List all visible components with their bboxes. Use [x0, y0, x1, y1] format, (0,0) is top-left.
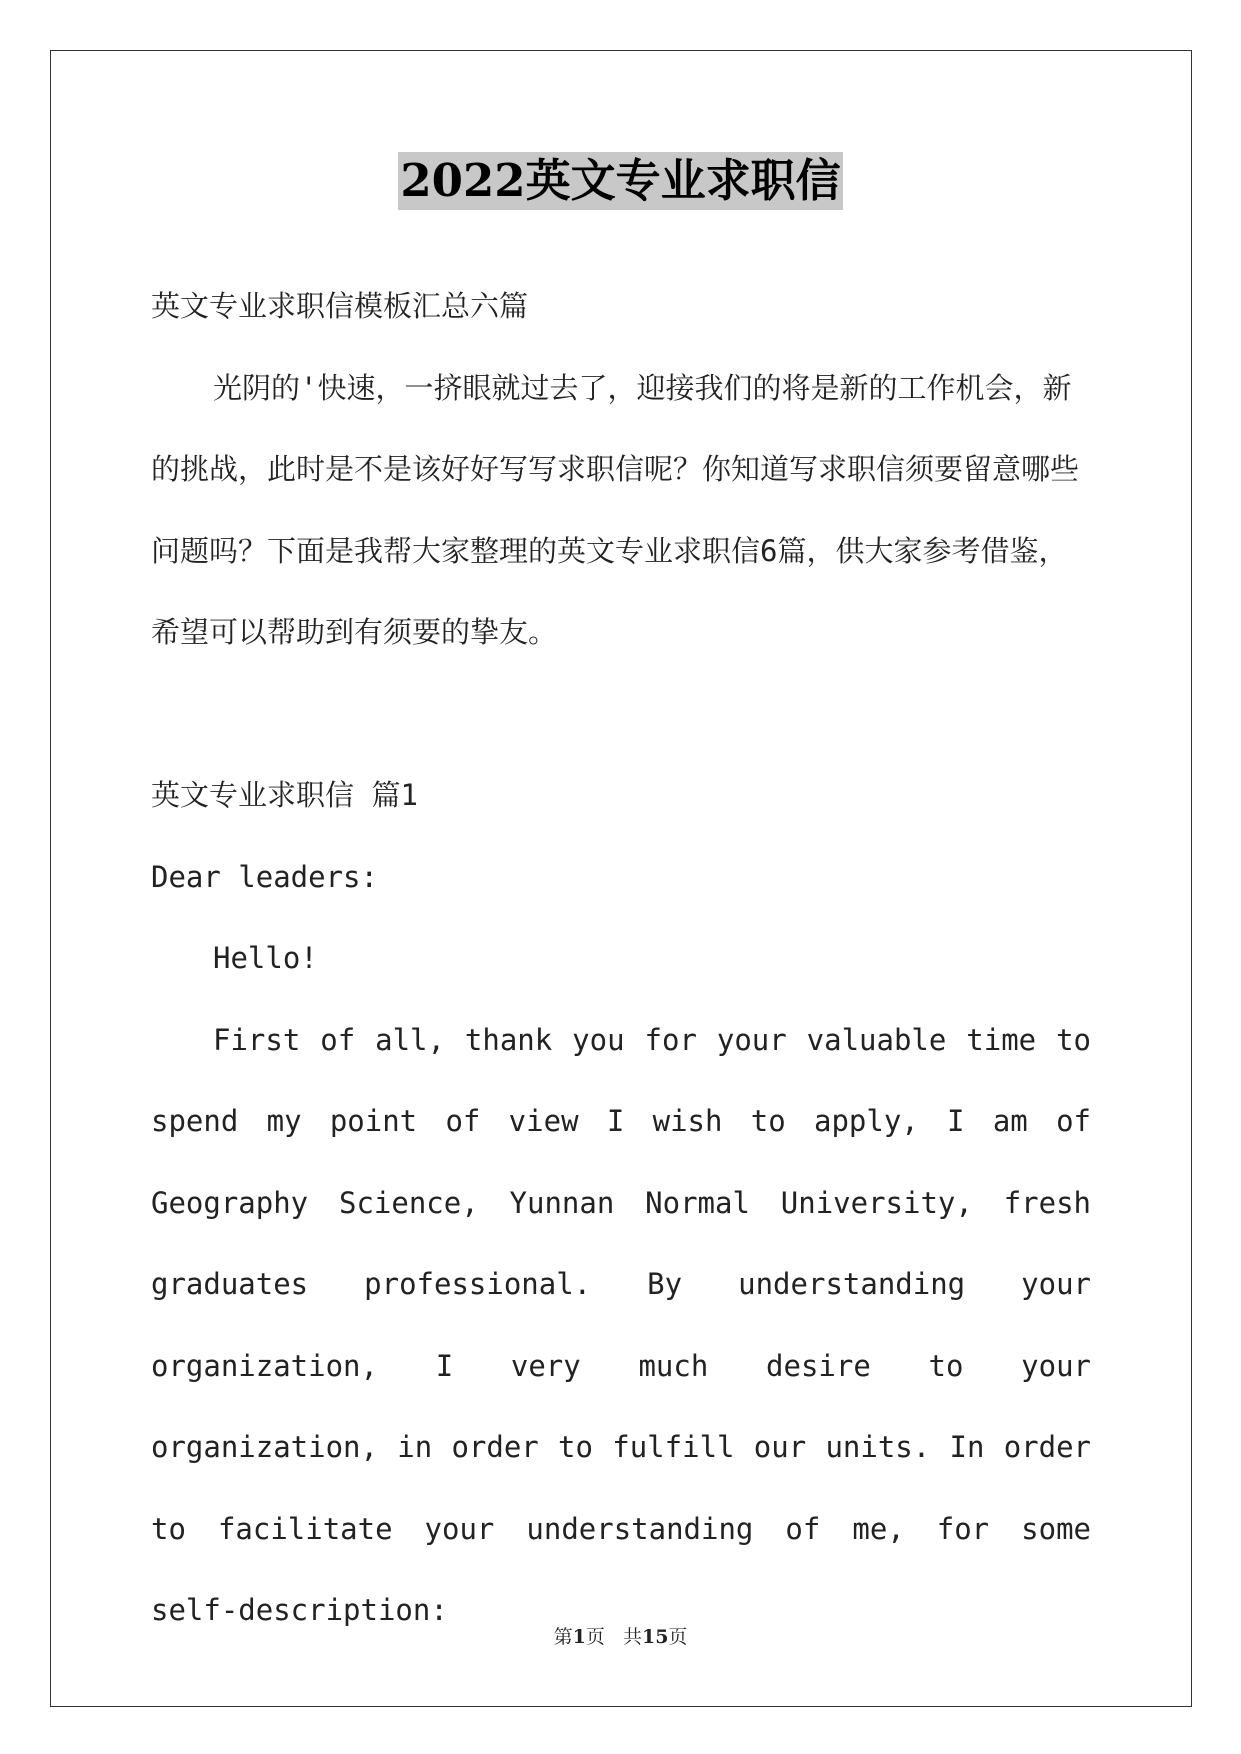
footer-page-suffix: 页: [585, 1626, 605, 1648]
footer-prefix: 第: [553, 1626, 573, 1648]
title-container: [0, 152, 1241, 210]
paragraph-gap: [151, 674, 1091, 756]
body-paragraph: First of all, thank you for your valuable time to spend my point of view I wish to apply, I am of Geography Science, Yunnan Normal University, fresh graduates professional. By understanding your organization, I very much desire to your organization, in order to fulfill our units. In order to facilitate your understanding of me, for some self-description:: [151, 1022, 1091, 1627]
document-title: 2022英文专业求职信: [398, 152, 842, 210]
footer-total-prefix: 共: [622, 1626, 642, 1648]
document-body: [151, 266, 1091, 1652]
salutation: Dear leaders:: [151, 859, 378, 894]
greeting: Hello!: [213, 941, 318, 975]
page-footer: [0, 1622, 1241, 1649]
footer-total-pages: 15: [641, 1626, 669, 1648]
section-heading: 英文专业求职信 篇1: [151, 778, 418, 812]
intro-paragraph: 光阴的'快速，一挤眼就过去了，迎接我们的将是新的工作机会，新的挑战，此时是不是该好好写写求职信呢？你知道写求职信须要留意哪些问题吗？下面是我帮大家整理的英文专业求职信6篇，供大家参考借鉴，希望可以帮助到有须要的挚友。: [151, 370, 1080, 649]
footer-page-number: 1: [572, 1626, 586, 1648]
document-subtitle: 英文专业求职信模板汇总六篇: [151, 289, 529, 323]
footer-total-suffix: 页: [668, 1626, 688, 1648]
